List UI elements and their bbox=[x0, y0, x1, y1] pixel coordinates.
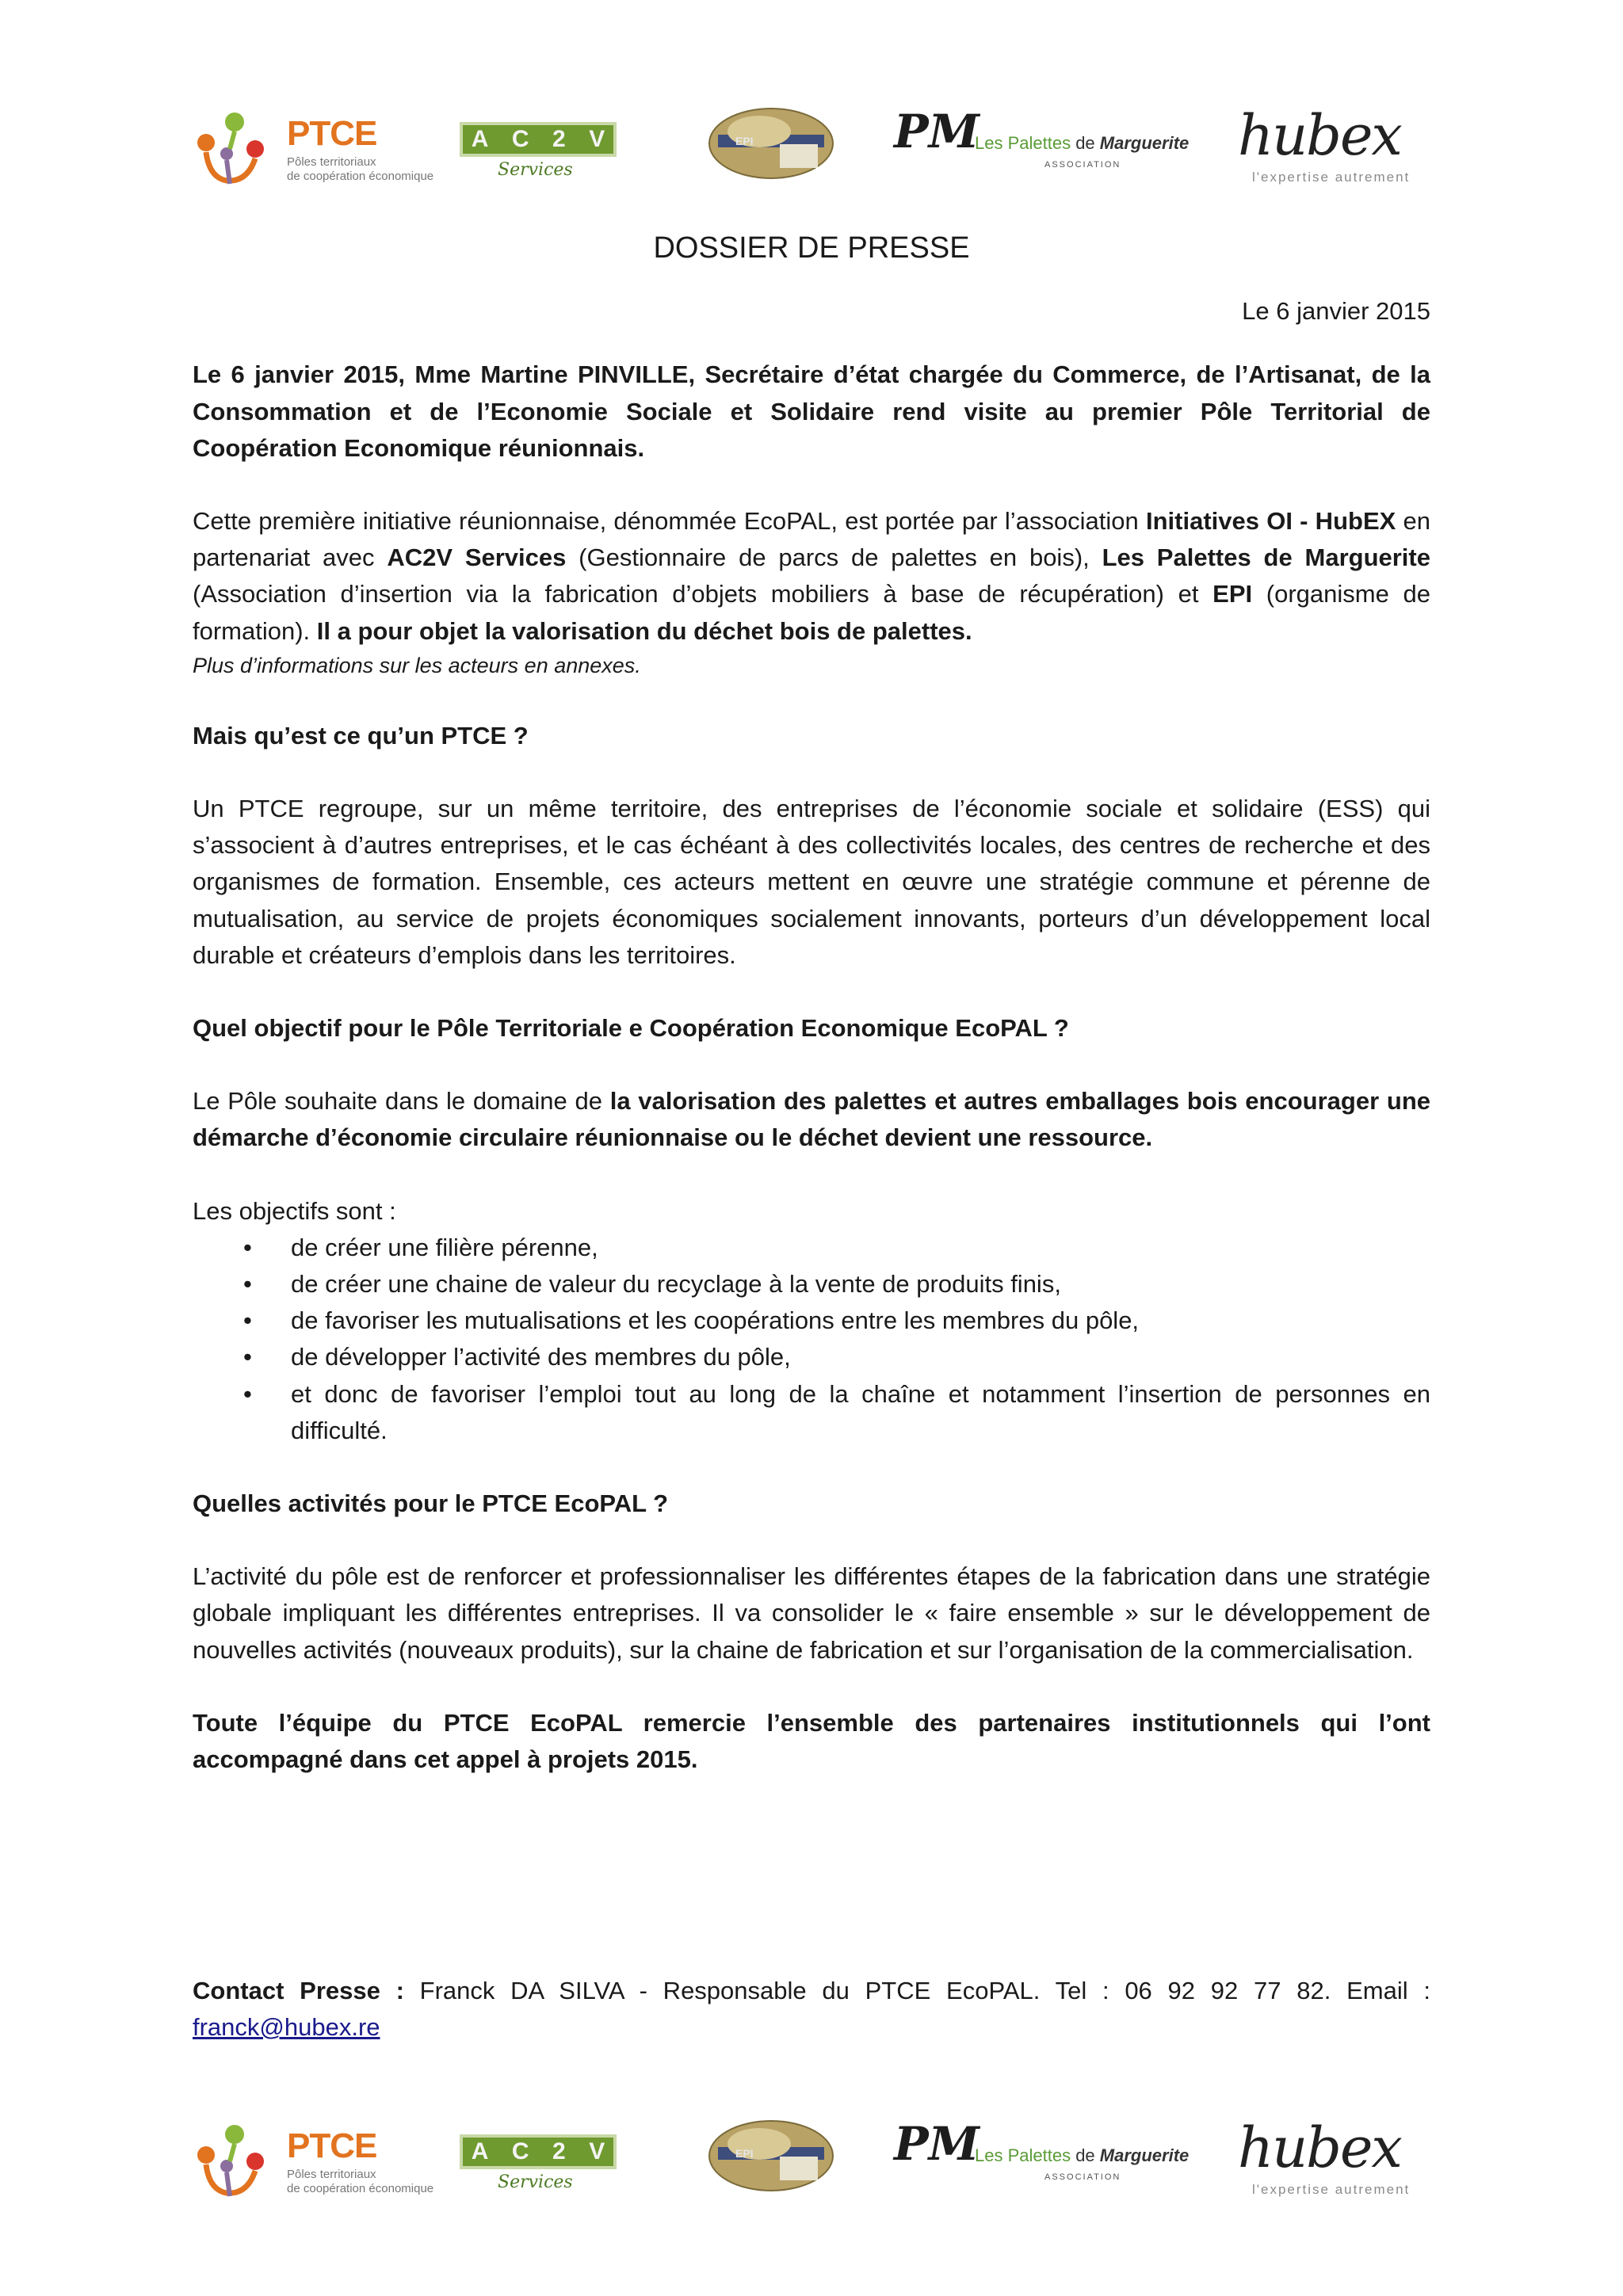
list-item: • de favoriser les mutualisations et les coopérations entre les membres du pôle, bbox=[193, 1302, 1430, 1339]
ac2v-logo-subtitle: Services bbox=[498, 160, 573, 180]
palettes-de-marguerite-logo bbox=[886, 2112, 1190, 2207]
objective-paragraph: Le Pôle souhaite dans le domaine de la valorisation des palettes et autres emballages bois encourager une démarche d’économie circulaire réunionnaise ou le déchet devient une ressource. bbox=[193, 1087, 1430, 1152]
document-date: Le 6 janvier 2015 bbox=[1242, 297, 1430, 326]
ac2v-logo-letters: A C 2 V bbox=[471, 126, 605, 152]
ptce-logo-name: PTCE bbox=[287, 2126, 377, 2165]
list-item: • de créer une filière pérenne, bbox=[193, 1230, 1430, 1266]
ac2v-logo bbox=[450, 2112, 634, 2207]
hubex-logo bbox=[1235, 2112, 1434, 2207]
hubex-logo-name: hubex bbox=[1238, 2115, 1401, 2180]
pm-logo-association: ASSOCIATION bbox=[1044, 2172, 1121, 2182]
epi-logo bbox=[704, 100, 838, 195]
hubex-logo-name: hubex bbox=[1238, 103, 1401, 168]
contact-email-link[interactable]: franck@hubex.re bbox=[193, 2013, 380, 2042]
ptce-figure-icon bbox=[189, 2117, 276, 2204]
pm-logo-mark: PM bbox=[894, 105, 980, 158]
ptce-definition-paragraph: Un PTCE regroupe, sur un même territoire, des entreprises de l’économie sociale et solidaire (ESS) qui s’associent à d’autres entreprises, et le cas échéant à des collectivités locales, des centres de recherche et des organismes de formation. Ensemble, ces acteurs mettent en œuvre une stratégie commune et pérenne de mutualisation, au service de projets économiques socialement innovants, porteurs d’un développement local durable et créateurs d’emplois dans les territoires. bbox=[193, 795, 1430, 969]
section-heading-objective: Quel objectif pour le Pôle Territoriale e Coopération Economique EcoPAL ? bbox=[193, 1014, 1069, 1043]
ac2v-logo bbox=[450, 100, 634, 195]
hubex-logo bbox=[1235, 100, 1434, 195]
ac2v-logo-subtitle: Services bbox=[498, 2172, 573, 2192]
epi-logo bbox=[704, 2112, 838, 2207]
pm-logo-association: ASSOCIATION bbox=[1044, 160, 1121, 170]
ptce-figure-icon bbox=[189, 105, 276, 192]
palettes-de-marguerite-logo bbox=[886, 100, 1190, 195]
thanks-paragraph: Toute l’équipe du PTCE EcoPAL remercie l’ensemble des partenaires institutionnels qui l’ont accompagné dans cet appel à projets 2015. bbox=[193, 1708, 1430, 1774]
ptce-logo bbox=[189, 2112, 434, 2207]
press-release-body bbox=[193, 230, 1430, 1778]
partner-logos-top bbox=[189, 100, 1434, 195]
activities-paragraph: L’activité du pôle est de renforcer et professionnaliser les différentes étapes de la fabrication dans une stratégie globale impliquant les différentes entreprises. Il va consolider le « faire ensemble » sur le développement de nouvelles activités (nouveaux produits), sur la chaine de fabrication et sur l’organisation de la commercialisation. bbox=[193, 1562, 1430, 1664]
list-item: • et donc de favoriser l’emploi tout au long de la chaîne et notamment l’insertion de personnes en difficulté. bbox=[193, 1376, 1430, 1449]
section-heading-activities: Quelles activités pour le PTCE EcoPAL ? bbox=[193, 1489, 669, 1518]
ptce-logo bbox=[189, 100, 434, 195]
pm-logo-mark: PM bbox=[894, 2117, 980, 2171]
list-item: • de développer l’activité des membres du pôle, bbox=[193, 1339, 1430, 1375]
press-contact-label: Contact Presse : bbox=[193, 1977, 404, 2004]
epi-globe-icon bbox=[704, 100, 838, 187]
intro-paragraph: Le 6 janvier 2015, Mme Martine PINVILLE, Secrétaire d’état chargée du Commerce, de l’Artisanat, de la Consommation et de l’Economie Sociale et Solidaire rend visite au premier Pôle Territorial de Coopération Economique réunionnais. bbox=[193, 360, 1430, 462]
pm-logo-name: Les Palettes de Marguerite bbox=[975, 133, 1190, 153]
partner-logos-bottom bbox=[189, 2112, 1434, 2207]
ptce-logo-subtitle: Pôles territoriaux de coopération économique bbox=[287, 2168, 434, 2195]
hubex-logo-tagline: l'expertise autrement bbox=[1252, 2182, 1411, 2197]
hubex-logo-tagline: l'expertise autrement bbox=[1252, 170, 1411, 185]
annex-note: Plus d’informations sur les acteurs en annexes. bbox=[193, 653, 641, 677]
ac2v-logo-letters: A C 2 V bbox=[471, 2138, 605, 2164]
press-contact: Contact Presse : Franck DA SILVA - Responsable du PTCE EcoPAL. Tel : 06 92 92 77 82. Email : franck@hubex.re bbox=[193, 1977, 1430, 2042]
svg-text:EPI: EPI bbox=[735, 2147, 754, 2160]
objectives-intro: Les objectifs sont : bbox=[193, 1196, 396, 1225]
pm-logo-name: Les Palettes de Marguerite bbox=[975, 2145, 1190, 2165]
page-title: DOSSIER DE PRESSE bbox=[653, 231, 970, 265]
ptce-logo-subtitle: Pôles territoriaux de coopération économique bbox=[287, 155, 434, 183]
list-item: • de créer une chaine de valeur du recyclage à la vente de produits finis, bbox=[193, 1266, 1430, 1302]
svg-text:EPI: EPI bbox=[735, 135, 754, 147]
epi-globe-icon bbox=[704, 2112, 838, 2199]
objectives-list bbox=[193, 1230, 1430, 1449]
section-heading-ptce: Mais qu’est ce qu’un PTCE ? bbox=[193, 721, 529, 749]
initiative-paragraph: Cette première initiative réunionnaise, dénommée EcoPAL, est portée par l’association Initiatives OI - HubEX en partenariat avec AC2V Services (Gestionnaire de parcs de palettes en bois), Les Palettes de Marguerite (Association d’insertion via la fabrication d’objets mobiliers à base de récupération) et EPI (organisme de formation). Il a pour objet la valorisation du déchet bois de palettes. bbox=[193, 507, 1430, 645]
ptce-logo-name: PTCE bbox=[287, 114, 377, 153]
